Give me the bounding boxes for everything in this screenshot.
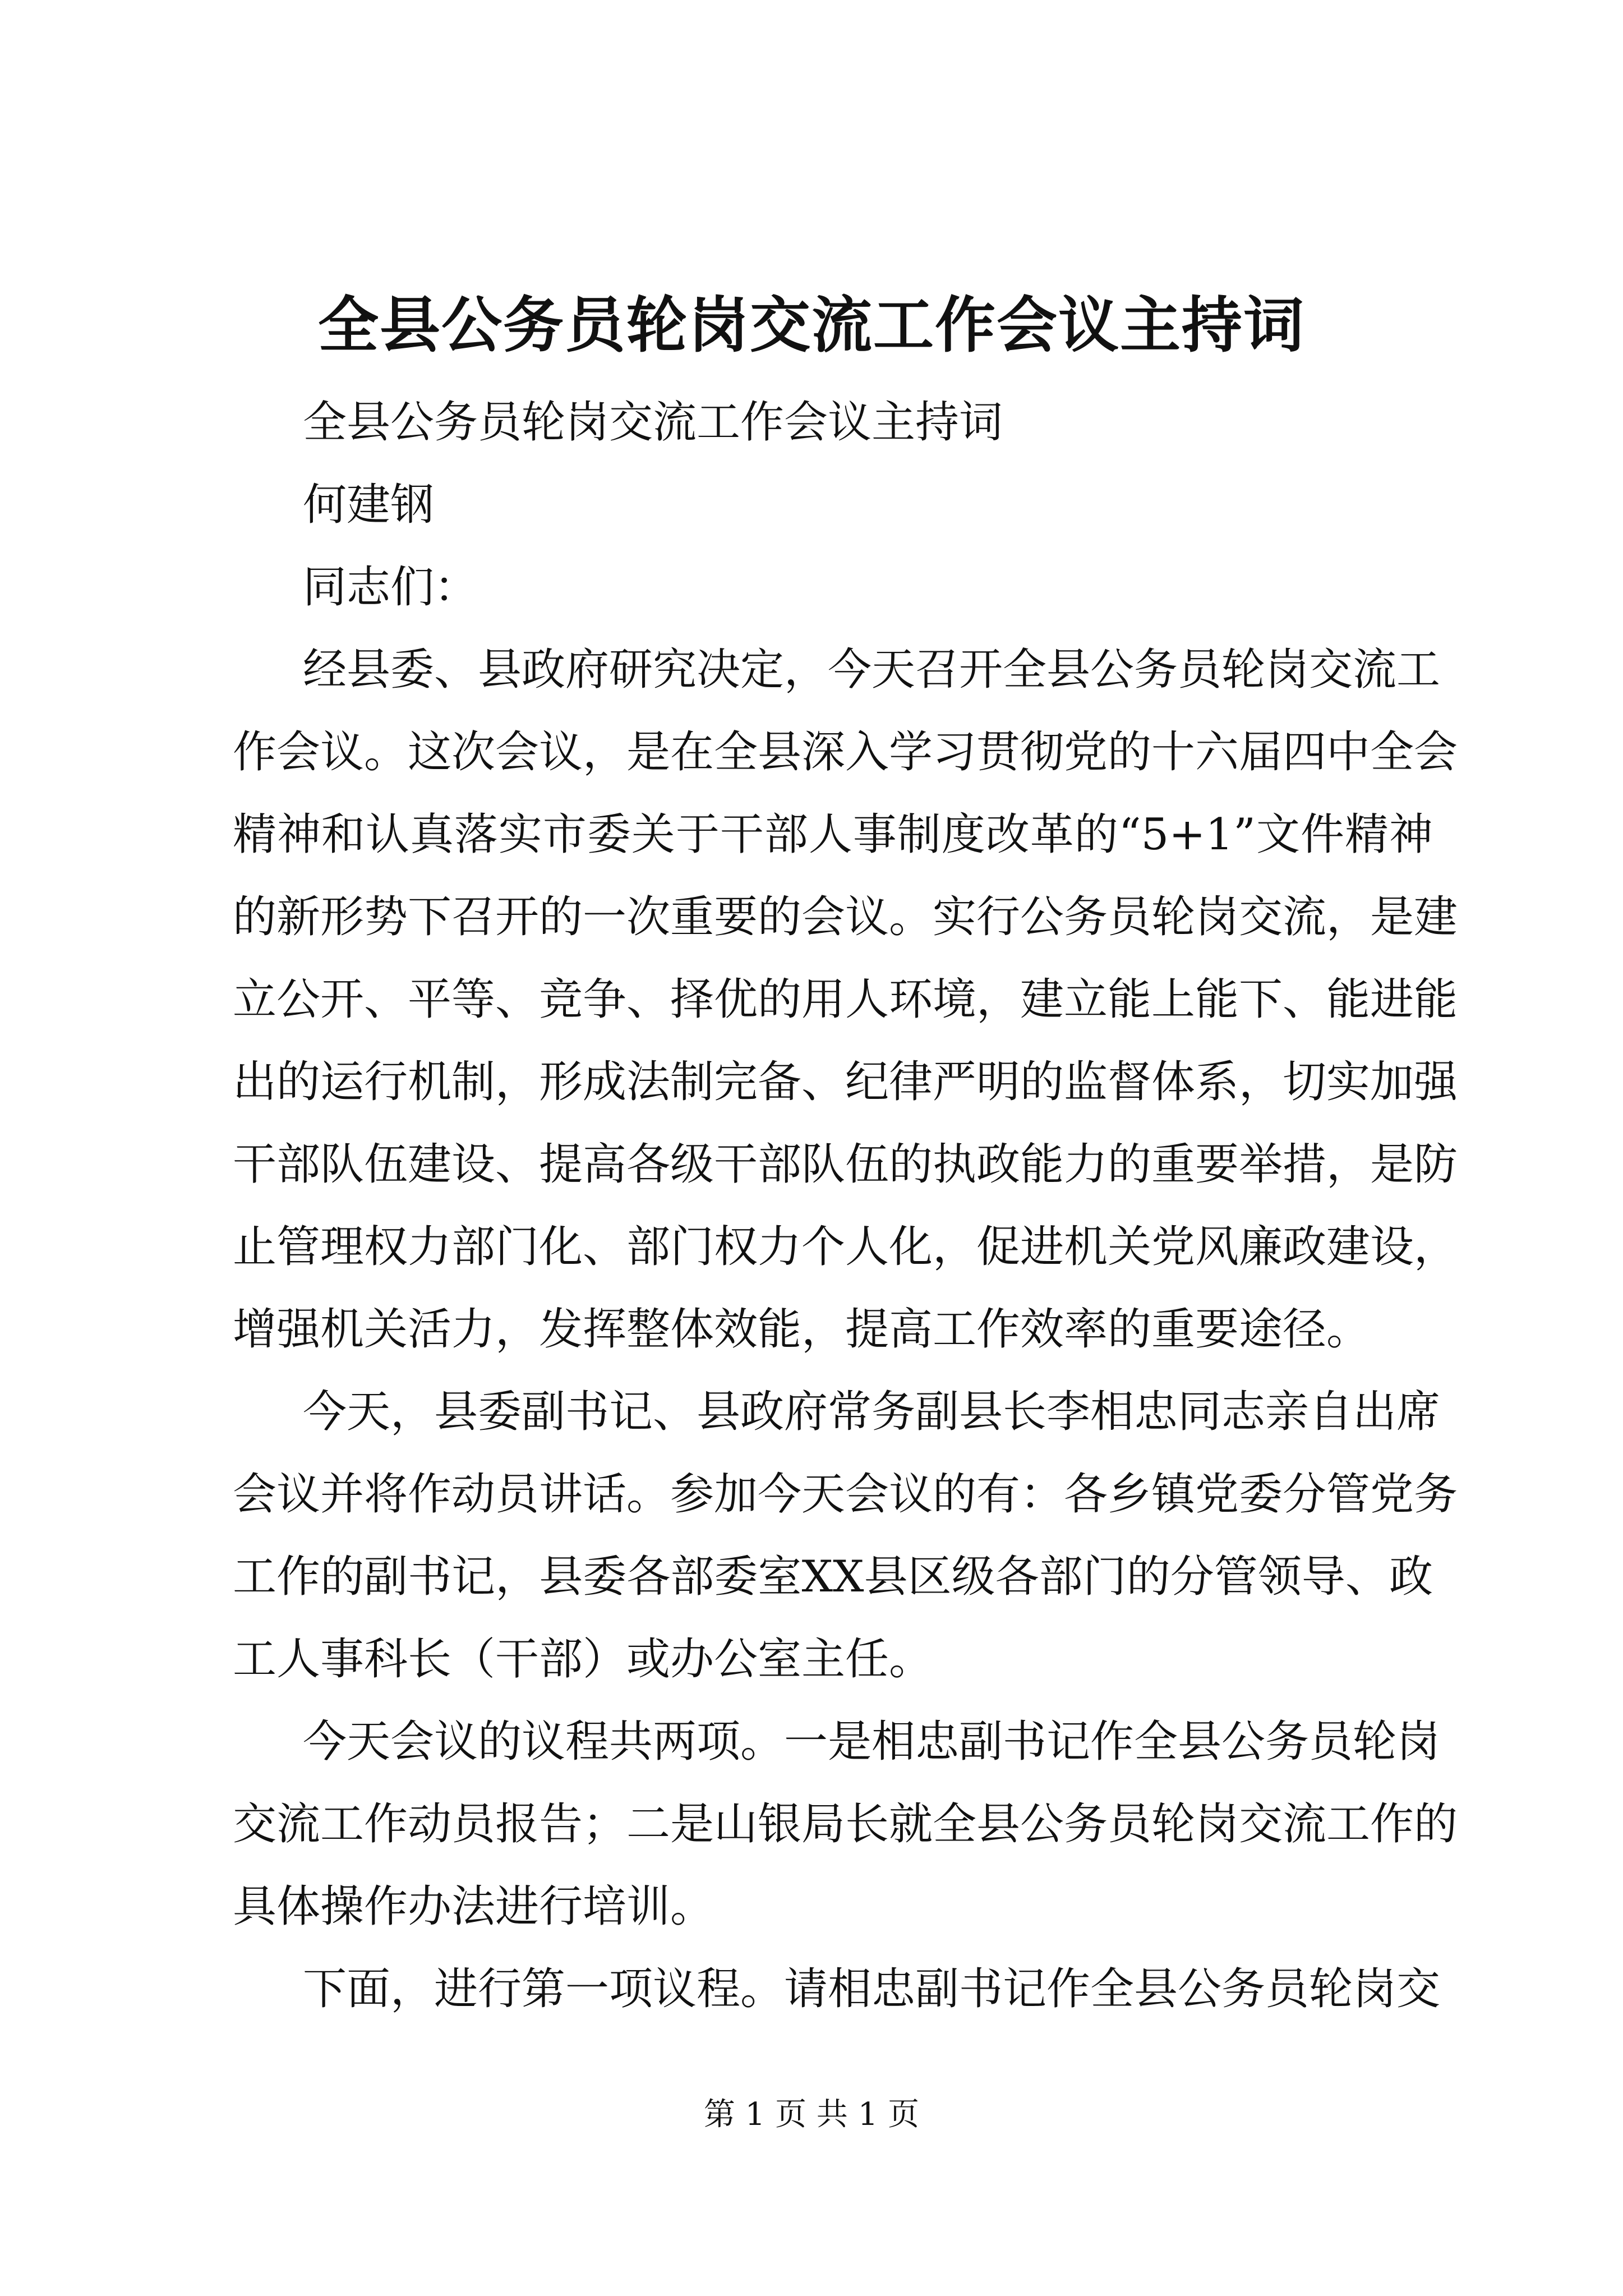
page-footer: 第 1 页 共 1 页 [703,2096,920,2133]
paragraph-4-line: 下面，进行第一项议程。请相忠副书记作全县公务员轮岗交 [303,1964,1441,2014]
paragraph-2-line: 工人事科长（干部）或办公室主任。 [233,1634,933,1685]
paragraph-1-line: 干部队伍建设、提高各级干部队伍的执政能力的重要举措，是防 [233,1139,1458,1190]
paragraph-3-line: 交流工作动员报告；二是山银局长就全县公务员轮岗交流工作的 [233,1799,1458,1849]
document-subtitle: 全县公务员轮岗交流工作会议主持词 [303,397,1003,448]
paragraph-1-line: 的新形势下召开的一次重要的会议。实行公务员轮岗交流，是建 [233,892,1458,942]
paragraph-2-line: 会议并将作动员讲话。参加今天会议的有：各乡镇党委分管党务 [233,1469,1458,1520]
paragraph-1-line: 止管理权力部门化、部门权力个人化，促进机关党风廉政建设， [233,1222,1458,1272]
paragraph-1-line: 立公开、平等、竞争、择优的用人环境，建立能上能下、能进能 [233,974,1458,1025]
paragraph-2-line: 今天，县委副书记、县政府常务副县长李相忠同志亲自出席 [303,1387,1441,1437]
paragraph-2-line: 工作的副书记，县委各部委室XX县区级各部门的分管领导、政 [233,1552,1433,1602]
paragraph-3-line: 今天会议的议程共两项。一是相忠副书记作全县公务员轮岗 [303,1717,1441,1767]
document-author: 何建钢 [303,480,435,530]
document-title: 全县公务员轮岗交流工作会议主持词 [317,290,1305,361]
paragraph-1-line: 增强机关活力，发挥整体效能，提高工作效率的重要途径。 [233,1304,1371,1355]
salutation: 同志们： [303,562,478,613]
paragraph-1-line: 经县委、县政府研究决定，今天召开全县公务员轮岗交流工 [303,645,1441,695]
paragraph-1-line: 作会议。这次会议，是在全县深入学习贯彻党的十六届四中全会 [233,727,1458,777]
paragraph-3-line: 具体操作办法进行培训。 [233,1881,714,1932]
paragraph-1-line: 精神和认真落实市委关于干部人事制度改革的“5+1”文件精神 [233,809,1433,860]
paragraph-1-line: 出的运行机制，形成法制完备、纪律严明的监督体系，切实加强 [233,1057,1458,1107]
document-body [233,381,1458,2031]
